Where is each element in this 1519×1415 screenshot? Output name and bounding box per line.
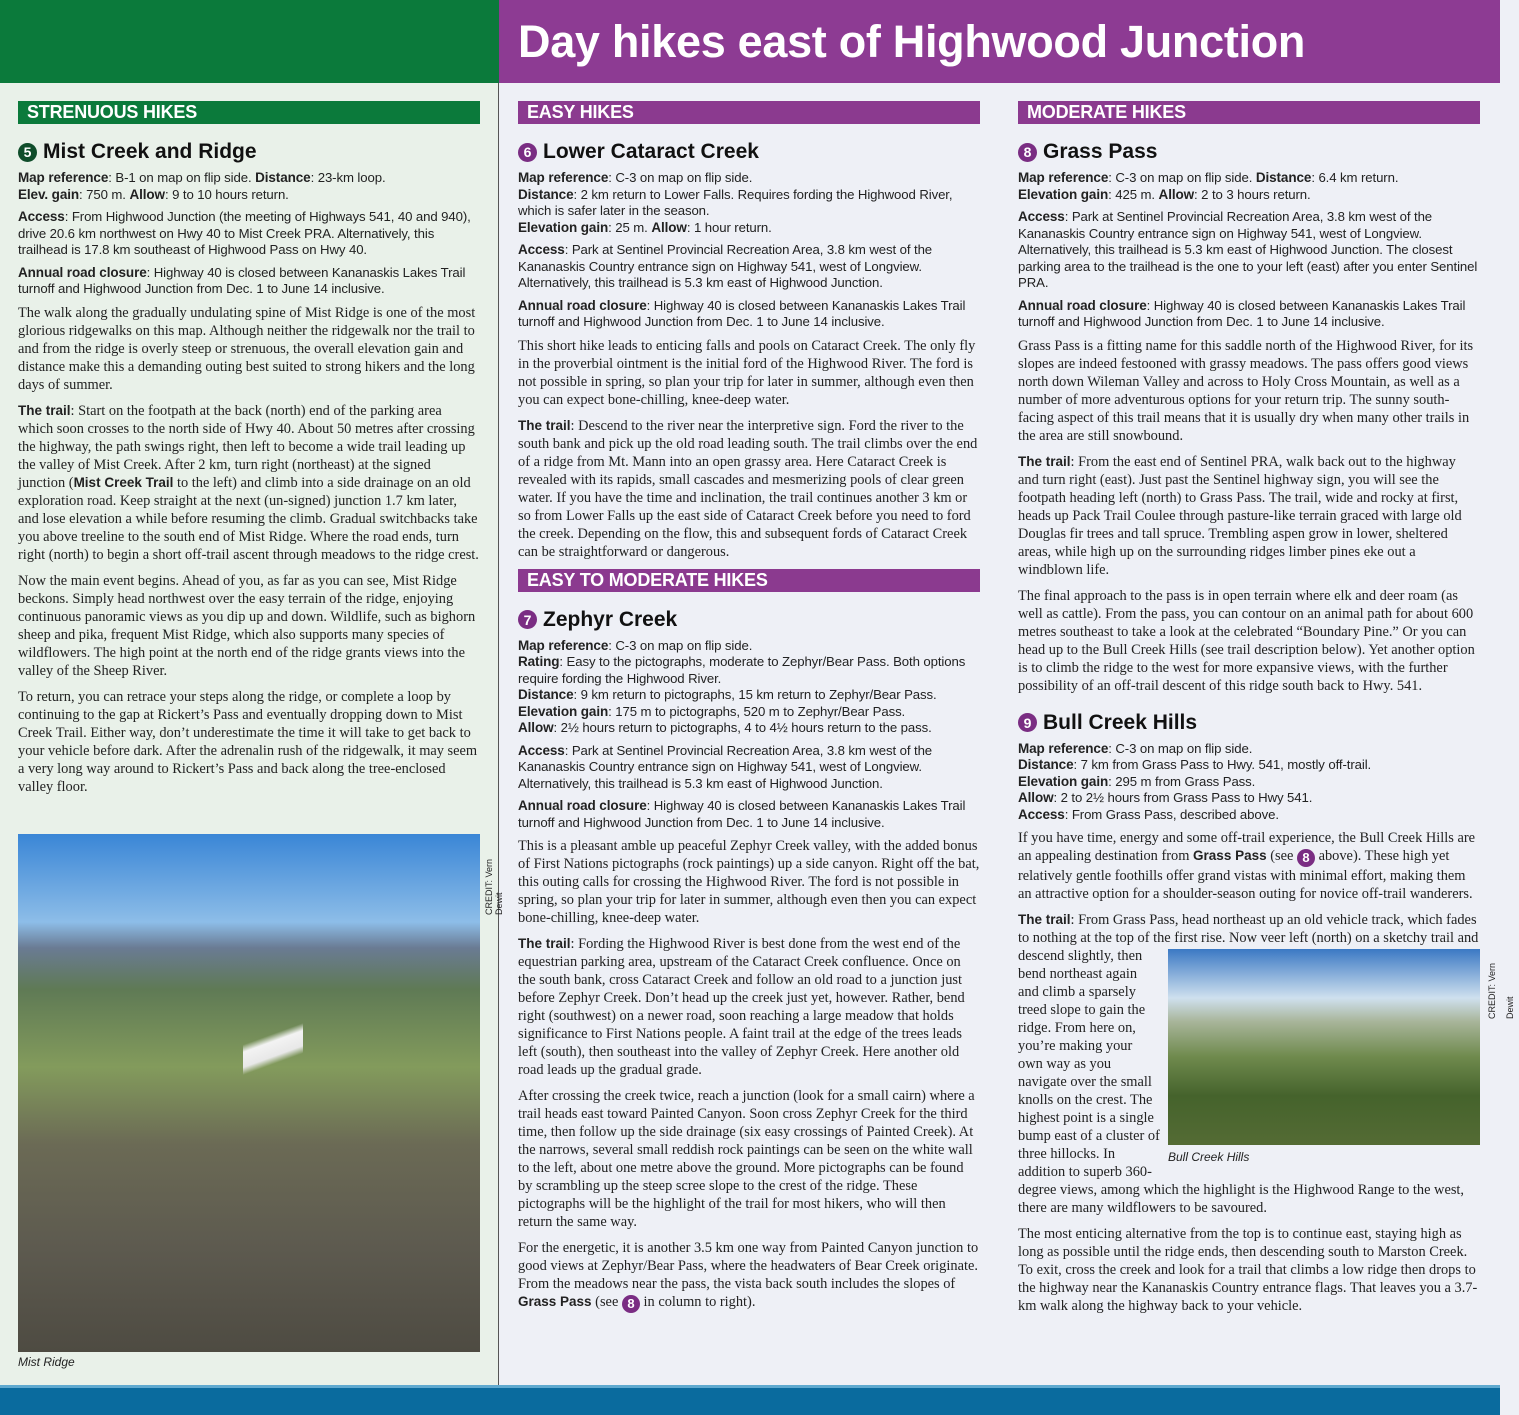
paragraph: Map reference: C-3 on map on flip side. Rating: Easy to the pictographs, moderate to Zephyr/Bear Pass. Both options require fording the Highwood River. Distance: 9 km return to pictographs, 15 km return to Zephyr/Bear Pass. Elevation gain: 175 m to pictographs, 520 m to Zephyr/Bear Pass. Allow: 2½ hours return to pictographs, 4 to 4½ hours return to the pass.	[518, 637, 966, 735]
bold-label: Map reference	[518, 637, 609, 653]
paragraph: The trail: Descend to the river near the interpretive sign. Ford the river to the south bank and pick up the old road leading south. The trail climbs over the end of a ridge from Mt. Mann into an open grassy area. Here Cataract Creek is revealed with its rapids, small cascades and mesmerizing pools of clear green water. If you have the time and inclination, the trail continues another 3 km or so from Lower Falls up the east side of Cataract Creek before you need to ford the creek. Depending on the flow, this and subsequent fords of Cataract Creek can be straightforward or dangerous.	[518, 417, 978, 560]
section	[518, 569, 980, 1314]
bold-label: Access	[1018, 209, 1065, 224]
header-purple-band	[499, 0, 1500, 83]
bold-label: Allow	[1018, 790, 1054, 805]
hike-name: Bull Creek Hills	[1043, 710, 1198, 734]
bold-label: Annual road closure	[518, 297, 647, 313]
bold-label: The trail	[518, 417, 571, 433]
paragraph: Bull Creek Hills CREDIT: Vern Dewit The trail: From Grass Pass, head northeast up an old vehicle track, which fades to nothing at the top of the first rise. Now veer left (north) on a sketchy trail and descend slightly, then bend northeast again and climb a sparsely treed slope to gain the ridge. From here on, you’re making your own way as you navigate over the small knolls on the crest. The highest point is a single bump east of a cluster of three hillocks. In addition to superb 360-degree views, among which the highlight is the Highwood Range to the west, there are many wildflowers to be savoured.	[1018, 911, 1480, 1217]
hike-name: Mist Creek and Ridge	[43, 140, 257, 163]
hike-number-icon: 8	[1297, 849, 1315, 867]
hike-description	[518, 337, 980, 561]
paragraph: To return, you can retrace your steps along the ridge, or complete a loop by continuing to the gap at Rickert’s Pass and eventually dropping down to Mist Creek Trail. Either way, don’t underestimate the time it will take to get back to your vehicle before dark. After the adrenalin rush of the ridgewalk, it may seem a very long way around to Rickert’s Pass and back along the tree-enclosed valley floor.	[18, 688, 478, 795]
bold-label: Elevation gain	[518, 219, 609, 235]
hike-description	[518, 837, 980, 1313]
bold-label: Access	[18, 209, 65, 224]
hike-number-icon: 6	[518, 143, 537, 162]
bold-label: Mist Creek Trail	[73, 474, 174, 490]
bold-label: Elevation gain	[1018, 773, 1109, 789]
paragraph: Access: From Highwood Junction (the meeting of Highways 541, 40 and 940), drive 20.6 km northwest on Hwy 40 to Mist Creek PRA. Alternatively, this trailhead is 17.8 km southeast of Highwood Pass on Hwy 40.	[18, 209, 471, 257]
header-green-band	[0, 0, 499, 83]
section-header: EASY HIKES	[518, 101, 980, 124]
hike-name: Zephyr Creek	[543, 607, 678, 631]
bold-label: Allow	[518, 720, 554, 735]
paragraph: Access: Park at Sentinel Provincial Recreation Area, 3.8 km west of the Kananaskis Country entrance sign on Highway 541, west of Longview. Alternatively, this trailhead is 5.3 km east of Highwood Junction.	[518, 742, 933, 791]
hike-info	[518, 638, 980, 832]
hike-description	[1018, 337, 1480, 695]
paragraph: Now the main event begins. Ahead of you, as far as you can see, Mist Ridge beckons. Simply head northwest over the easy terrain of the ridge, enjoying continuous panoramic views as you dip up and down. Wildlife, such as bighorn sheep and pika, frequent Mist Ridge, which also supports many species of wildflowers. The high point at the north end of the ridge grants views into the valley of the Sheep River.	[18, 572, 476, 679]
bold-label: Annual road closure	[1018, 297, 1147, 313]
bold-label: Allow	[129, 186, 165, 202]
bold-label: Annual road closure	[518, 798, 647, 813]
paragraph: For the energetic, it is another 3.5 km one way from Painted Canyon junction to good views at Zephyr/Bear Pass, where the headwaters of Bear Creek originate. From the meadows near the pass, the vista back south includes the slopes of Grass Pass (see 8 in column to right).	[518, 1240, 979, 1311]
bold-label: Access	[518, 242, 565, 257]
hike-number-icon: 8	[622, 1295, 640, 1313]
bold-label: Elevation gain	[1018, 186, 1109, 202]
paragraph: Annual road closure: Highway 40 is closed between Kananaskis Lakes Trail turnoff and Highwood Junction from Dec. 1 to June 14 inclusive.	[1018, 297, 1466, 329]
paragraph: Annual road closure: Highway 40 is closed between Kananaskis Lakes Trail turnoff and Highwood Junction from Dec. 1 to June 14 inclusive.	[18, 264, 466, 296]
paragraph: Annual road closure: Highway 40 is closed between Kananaskis Lakes Trail turnoff and Highwood Junction from Dec. 1 to June 14 inclusive.	[518, 798, 966, 830]
section-header: MODERATE HIKES	[1018, 101, 1480, 124]
section	[18, 101, 480, 796]
bold-label: Elevation gain	[518, 703, 609, 719]
bold-label: The trail	[518, 936, 571, 951]
paragraph: If you have time, energy and some off-trail experience, the Bull Creek Hills are an appealing destination from Grass Pass (see 8 above). These high yet relatively gentle foothills offer grand vistas with minimal effort, making them an attractive option for a shoulder-season outing for novice off-trail wanderers.	[1018, 830, 1476, 902]
paragraph: This short hike leads to enticing falls and pools on Cataract Creek. The only fly in the proverbial ointment is the initial ford of the Highwood River. The ford is not possible in spring, so plan your trip for later in summer, although even then you can expect bone-chilling, knee-deep water.	[518, 337, 976, 408]
bold-label: Allow	[651, 219, 687, 235]
paragraph: The trail: Fording the Highwood River is best done from the west end of the equestrian parking area, upstream of the Cataract Creek confluence. Once on the south bank, cross Cataract Creek and follow an old road to a junction just before Zephyr Creek. Don’t head up the creek just yet, however. Rather, bend right (southwest) on a newer road, soon reaching a large meadow that holds significance to First Nations people. A faint trail at the edge of the trees leads left (south), then southeast into the valley of Zephyr Creek. Here another old road leads up the gradual grade.	[518, 936, 965, 1078]
bold-label: Map reference	[1018, 170, 1109, 185]
hike-name: Lower Cataract Creek	[543, 140, 759, 163]
hike-description	[1018, 829, 1515, 1315]
paragraph: The walk along the gradually undulating spine of Mist Ridge is one of the most glorious ridgewalks on this map. Although neither the ridgewalk nor the trail to and from the ridge is overly steep or strenuous, the overall elevation gain and distance make this a demanding outing best suited to strong hikers and the long days of summer.	[18, 304, 476, 393]
photo-credit: CREDIT: Vern Dewit	[1487, 962, 1515, 1019]
column-strenuous	[18, 101, 480, 804]
paragraph: Map reference: C-3 on map on flip side. Distance: 7 km from Grass Pass to Hwy. 541, mostly off-trail. Elevation gain: 295 m from Grass Pass. Allow: 2 to 2½ hours from Grass Pass to Hwy 541. Access: From Grass Pass, described above.	[1018, 740, 1372, 822]
snow-patch	[243, 984, 303, 1114]
bold-label: Distance	[255, 170, 311, 185]
paragraph: Grass Pass is a fitting name for this saddle north of the Highwood River, for its slopes are indeed festooned with grassy meadows. The pass offers good views north down Wileman Valley and across to Holy Cross Mountain, as well as a number of more adventurous options for your return trip. The sunny south-facing aspect of this trail means that it is usually dry when many other trails in the area are still snowbound.	[1018, 337, 1474, 444]
bold-label: Annual road closure	[18, 264, 147, 280]
bull-creek-figure	[1168, 949, 1515, 1166]
bold-label: Allow	[1158, 186, 1195, 202]
bold-label: Map reference	[18, 170, 109, 185]
bull-creek-hills-photo	[1168, 949, 1480, 1145]
hike-number-icon: 7	[518, 610, 537, 629]
hike-info	[1018, 741, 1480, 824]
paragraph: Map reference: B-1 on map on flip side. Distance: 23-km loop. Elev. gain: 750 m. Allow: 9 to 10 hours return.	[18, 170, 386, 202]
bold-label: The trail	[18, 402, 71, 418]
hike-title	[18, 140, 480, 164]
section-header: EASY TO MODERATE HIKES	[518, 569, 980, 592]
paragraph: The final approach to the pass is in open terrain where elk and deer roam (as well as cattle). From the pass, you can contour on an animal path for about 600 metres southeast to take a look at the celebrated “Boundary Pine.” Or you can head up to the Bull Creek Hills (see trail description below). Yet another option is to climb the ridge to the west for more expansive views, with the further possibility of an off-trail descent of this ridge south back to Hwy. 541.	[1018, 587, 1475, 694]
section-header: STRENUOUS HIKES	[18, 101, 480, 124]
bold-label: The trail	[1018, 453, 1071, 469]
footer-blue-band	[0, 1385, 1500, 1415]
hike-title	[518, 608, 980, 632]
hike-info	[18, 170, 480, 298]
bold-label: Access	[518, 742, 565, 758]
bold-label: Distance	[518, 186, 574, 202]
bold-label: Elev. gain	[18, 186, 80, 202]
hike-title	[1018, 711, 1480, 735]
column-easy	[518, 101, 980, 1321]
hike-number-icon: 8	[1018, 143, 1037, 162]
hike-number-icon: 9	[1018, 713, 1037, 732]
page-title: Day hikes east of Highwood Junction	[518, 16, 1306, 67]
hike-info	[518, 170, 980, 331]
paragraph: The trail: Start on the footpath at the back (north) end of the parking area which soon crosses to the north side of Hwy 40. About 50 metres after crossing the highway, the path swings right, then left to become a wide trail leading up the valley of Mist Creek. After 2 km, turn right (northeast) at the signed junction (Mist Creek Trail to the left) and climb into a side drainage on an old exploration road. Keep straight at the next (un-signed) junction 1.7 km later, and lose elevation a while before resuming the climb. Gradual switchbacks take you above treeline to the south end of Mist Ridge. Where the road ends, turn right (north) to begin a short off-trail ascent through meadows to the ridge crest.	[18, 402, 479, 563]
bold-label: Distance	[1018, 757, 1074, 772]
hike-number-icon: 5	[18, 143, 37, 162]
paragraph: After crossing the creek twice, reach a junction (look for a small cairn) where a trail heads east toward Painted Canyon. Soon cross Zephyr Creek for the third time, then follow up the side drainage (six easy crossings of Painted Creek). At the narrows, several small reddish rock paintings can be seen on the white wall to the left, about one metre above the ground. More pictographs can be found by scrambling up the steep scree slope to the crest of the ridge. These pictographs will be the highlight of the trail for most hikers, who will then return the same way.	[518, 1088, 975, 1230]
hike-title	[518, 140, 980, 164]
mist-ridge-photo	[18, 834, 480, 1352]
hike-title	[1018, 140, 1480, 164]
paragraph: Access: Park at Sentinel Provincial Recreation Area, 3.8 km west of the Kananaskis Country entrance sign on Highway 541, west of Longview. Alternatively, this trailhead is 5.3 km east of Highwood Junction.	[518, 242, 933, 290]
bold-label: The trail	[1018, 912, 1071, 927]
column-moderate	[1018, 101, 1515, 1323]
bold-label: Distance	[1255, 170, 1312, 185]
bold-label: Grass Pass	[1193, 848, 1267, 863]
photo-credit: CREDIT: Vern Dewit	[484, 858, 504, 915]
hike-name: Grass Pass	[1043, 140, 1158, 163]
paragraph: The most enticing alternative from the top is to continue east, staying high as long as possible until the ridge ends, then descending south to Marston Creek. To exit, cross the creek and look for a trail that climbs a low ridge then drops to the highway near the Kananaskis Country entrance flags. That leaves you a 3.7-km walk along the highway back to your vehicle.	[1018, 1226, 1478, 1314]
photo-caption: Mist Ridge	[18, 1355, 75, 1369]
bold-label: Distance	[518, 687, 574, 702]
paragraph: Access: Park at Sentinel Provincial Recreation Area, 3.8 km west of the Kananaskis Country entrance sign on Highway 541, west of Longview. Alternatively, this trailhead is 5.3 km east of Highwood Junction. The closest parking area to the trailhead is the one to your left (east) after you enter Sentinel PRA.	[1018, 209, 1478, 290]
bold-label: Access	[1018, 806, 1065, 822]
bold-label: Grass Pass	[518, 1294, 592, 1309]
paragraph: Map reference: C-3 on map on flip side. Distance: 2 km return to Lower Falls. Requires fording the Highwood River, which is safer later in the season. Elevation gain: 25 m. Allow: 1 hour return.	[518, 170, 953, 235]
section	[1018, 101, 1515, 1315]
paragraph: This is a pleasant amble up peaceful Zephyr Creek valley, with the added bonus of First Nations pictographs (rock paintings) up a side canyon. Right off the bat, this outing calls for crossing the Highwood River. The ford is not possible in spring, so plan your trip for later in summer, although even then you can expect bone-chilling, knee-deep water.	[518, 838, 980, 926]
photo-caption: Bull Creek Hills	[1168, 1150, 1250, 1164]
bold-label: Rating	[518, 654, 560, 669]
paragraph: The trail: From the east end of Sentinel PRA, walk back out to the highway and turn right (east). Just past the Sentinel highway sign, you will see the footpath heading left (north) to Grass Pass. The trail, wide and rocky at first, heads up Pack Trail Coulee through pasture-like terrain graced with large old Douglas fir trees and tall spruce. Trembling aspen grow in lower, sheltered areas, while high up on the surrounding ridges limber pines eke out a windblown life.	[1018, 453, 1462, 578]
bold-label: Map reference	[518, 170, 609, 185]
paragraph: Map reference: C-3 on map on flip side. Distance: 6.4 km return. Elevation gain: 425 m. Allow: 2 to 3 hours return.	[1018, 170, 1399, 202]
bold-label: Map reference	[1018, 740, 1109, 756]
section	[518, 101, 980, 561]
hike-description	[18, 304, 480, 796]
paragraph: Annual road closure: Highway 40 is closed between Kananaskis Lakes Trail turnoff and Highwood Junction from Dec. 1 to June 14 inclusive.	[518, 297, 966, 329]
hike-info	[1018, 170, 1480, 331]
